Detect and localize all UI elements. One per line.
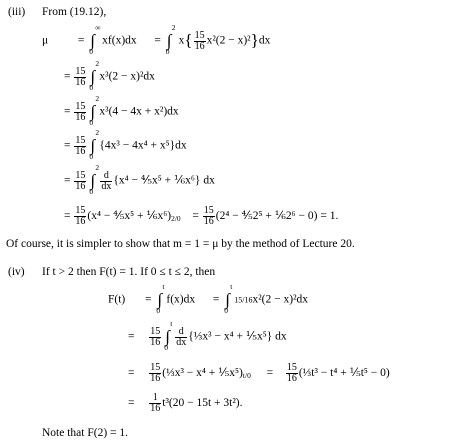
expression: {⅓x³ − x⁴ + ⅕x⁵} dx — [188, 330, 287, 343]
integrand: f(x)dx — [166, 293, 196, 306]
expression: x²(2 − x)²dx — [252, 293, 309, 306]
integral-sign: ∫ t 0 — [164, 319, 173, 352]
equals-sign: = — [192, 210, 199, 223]
equals-sign: = — [64, 174, 71, 187]
part-iii-label: (iii) — [8, 6, 26, 18]
integral-sign: ∫ 2 0 — [89, 163, 100, 196]
expression: {4x³ − 4x⁴ + x⁵}dx — [99, 139, 187, 152]
small-fraction: 15/16 — [234, 295, 253, 305]
part-iv-label: (iv) — [8, 266, 25, 278]
step-line-5 — [64, 163, 215, 196]
step-line-2 — [64, 59, 155, 92]
integrand-x: x — [178, 34, 185, 47]
equals-sign: = — [266, 367, 274, 380]
fraction: $\frac{15}{16}$ — [194, 29, 205, 52]
integrand: xf(x)dx — [102, 34, 137, 47]
step-line-3 — [64, 94, 179, 127]
fraction: $\frac{15}{16}$ — [75, 134, 86, 157]
expression: {x⁴ − ⅘x⁵ + ⅙x⁶} dx — [113, 174, 215, 187]
mu-symbol: μ — [42, 34, 49, 47]
ft-definition-line — [108, 282, 309, 315]
note-text: Note that F(2) = 1. — [42, 427, 129, 439]
integral-sign: ∫ 2 0 — [89, 128, 100, 161]
equals-sign: = — [77, 34, 85, 47]
fraction: $\frac{15}{16}$ — [150, 362, 161, 384]
equals-sign: = — [64, 70, 71, 83]
integral-sign: ∫ t 0 — [224, 282, 233, 315]
expression: x³(2 − x)²dx — [99, 70, 155, 83]
result: = 1. — [320, 210, 339, 223]
integrand-tail: x²(2 − x)² — [206, 34, 251, 47]
fraction: $\frac{15}{16}$ — [286, 362, 297, 384]
expression: (⅓x³ − x⁴ + ⅕x⁵) — [162, 367, 243, 380]
mu-definition-line: μ = ∫ ∞ 0 xf(x)dx = ∫ 2 0 x{ $\frac{15}{16}$ x²(2 − x)²}dx — [42, 23, 271, 56]
evaluation-limits: t/0 — [242, 371, 251, 381]
ft-label: F(t) — [108, 293, 126, 306]
fraction: $\frac{15}{16}$ — [203, 205, 214, 227]
integral-sign: ∫ ∞ 0 — [89, 23, 101, 56]
iv-step-line-4 — [128, 393, 243, 414]
equals-sign: = — [128, 367, 135, 380]
equals-sign: = — [64, 210, 71, 223]
fraction: $\frac{15}{16}$ — [75, 205, 86, 227]
equals-sign: = — [128, 330, 135, 343]
equals-sign: = — [64, 139, 71, 152]
derivative-operator: $\frac{d}{dx}$ — [176, 325, 187, 348]
part-iv-intro: If t > 2 then F(t) = 1. If 0 ≤ t ≤ 2, then — [42, 266, 216, 278]
fraction: $\frac{1}{16}$ — [150, 392, 161, 414]
equals-sign: = — [145, 293, 152, 306]
step-line-4 — [64, 128, 187, 161]
step-line-6 — [64, 206, 338, 227]
expression: t³(20 − 15t + 3t²). — [162, 397, 243, 410]
integral-sign: ∫ 2 0 — [89, 59, 100, 92]
equals-sign: = — [64, 105, 71, 118]
expression: x³(4 − 4x + x²)dx — [99, 105, 179, 118]
dx: dx — [258, 34, 271, 47]
expression: (x⁴ − ⅘x⁵ + ⅙x⁶) — [87, 210, 172, 223]
expression: (2⁴ − ⅘2⁵ + ⅙2⁶ − 0) — [215, 210, 318, 223]
equals-sign: = — [128, 397, 135, 410]
fraction: $\frac{15}{16}$ — [75, 65, 86, 88]
iv-step-line-3 — [128, 363, 390, 384]
remark-text: Of course, it is simpler to show that m = 1 = μ by the method of Lecture 20. — [6, 238, 355, 250]
evaluation-limits: 2/0 — [171, 214, 181, 224]
iv-step-line-2 — [128, 319, 287, 352]
equals-sign: = — [154, 34, 161, 47]
derivative-operator: $\frac{d}{dx}$ — [101, 169, 112, 192]
integral-sign: ∫ 2 0 — [165, 23, 176, 56]
part-iii-intro: From (19.12), — [42, 6, 107, 18]
fraction: $\frac{15}{16}$ — [75, 169, 86, 192]
fraction: $\frac{15}{16}$ — [150, 325, 161, 348]
fraction: $\frac{15}{16}$ — [75, 100, 86, 123]
expression: (⅓t³ − t⁴ + ⅕t⁵ − 0) — [298, 367, 390, 380]
equals-sign: = — [212, 293, 220, 306]
integral-sign: ∫ 2 0 — [89, 94, 100, 127]
integral-sign: ∫ t 0 — [156, 282, 165, 315]
